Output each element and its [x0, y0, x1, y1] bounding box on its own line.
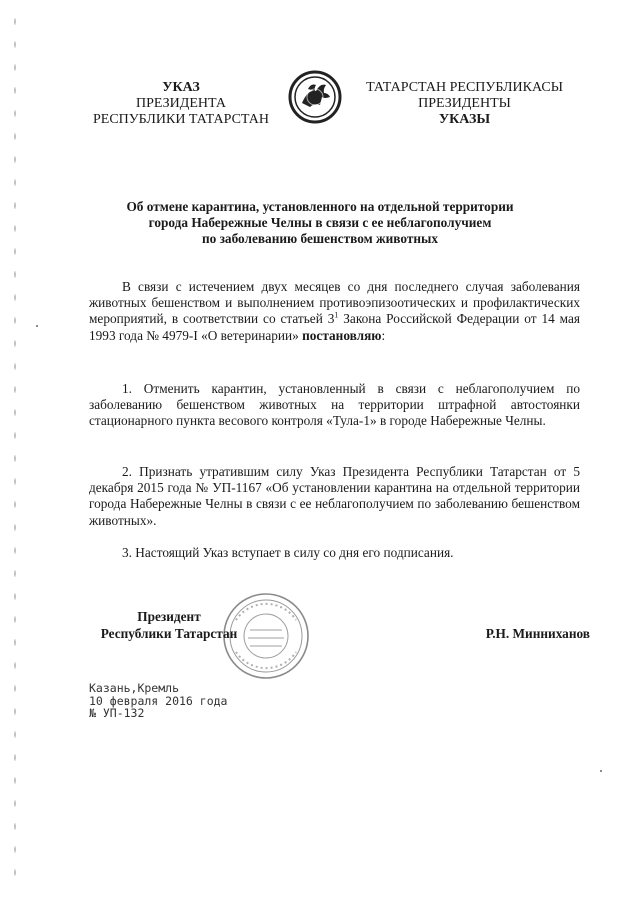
title-line: Об отмене карантина, установленного на отдельной территории [126, 199, 514, 214]
header-right-line3: УКАЗЫ [438, 112, 491, 127]
issue-details [89, 682, 227, 720]
issue-date: 10 февраля 2016 года [89, 693, 228, 708]
signature-name: Р.Н. Минниханов [485, 626, 590, 641]
scan-speck [600, 770, 602, 772]
title-line: по заболеванию бешенством животных [201, 231, 439, 246]
scan-edge-marks [12, 10, 18, 890]
issue-number: № УП-132 [89, 706, 145, 720]
decree-item-3: 3. Настоящий Указ вступает в силу со дня его подписания. [122, 545, 454, 560]
header-left-line3: РЕСПУБЛИКИ ТАТАРСТАН [92, 112, 269, 127]
signature-title-line2: Республики Татарстан [100, 626, 238, 641]
preamble-text: В связи с истечением двух месяцев со дня последнего случая заболевания животных бешенством и выполнением противоэпизоотических и профилактических мероприятий, в соответствии со статьей 3 [89, 279, 580, 327]
header-left-line2: ПРЕЗИДЕНТА [136, 96, 226, 111]
header-right-line2: ПРЕЗИДЕНТЫ [418, 96, 511, 111]
header-right-line1: ТАТАРСТАН РЕСПУБЛИКАСЫ [366, 80, 563, 95]
article-superscript: 1 [334, 310, 339, 320]
preamble-paragraph [89, 279, 580, 344]
scan-speck [36, 325, 38, 327]
header-left [86, 80, 276, 128]
preamble-text-2: Закона Российской Федерации от 14 мая 1993 года № 4979-I «О ветеринарии» [89, 311, 580, 343]
header-left-line1: УКАЗ [162, 80, 200, 95]
decree-colon: : [381, 327, 386, 343]
issue-place: Казань,Кремль [89, 681, 180, 695]
decree-item-1: 1. Отменить карантин, установленный в связи с неблагополучием по заболеванию бешенством животных на территории штрафной автостоянки стационарного пункта весового контроля «Тула-1» в городе Набережные Челны. [89, 381, 580, 429]
signature-title [89, 608, 249, 642]
decree-verb: постановляю [302, 327, 382, 343]
decree-title [100, 199, 540, 247]
header-right [362, 80, 567, 128]
title-line: города Набережные Челны в связи с ее неблагополучием [148, 215, 492, 230]
decree-item-2: 2. Признать утратившим силу Указ Президента Республики Татарстан от 5 декабря 2015 года № УП-1167 «Об установлении карантина на отдельной территории города Набережные Челны в связи с ее неблагополучием по заболеванию бешенством животных». [89, 464, 580, 528]
signature-title-line1: Президент [137, 609, 201, 624]
coat-of-arms-icon [288, 67, 342, 127]
